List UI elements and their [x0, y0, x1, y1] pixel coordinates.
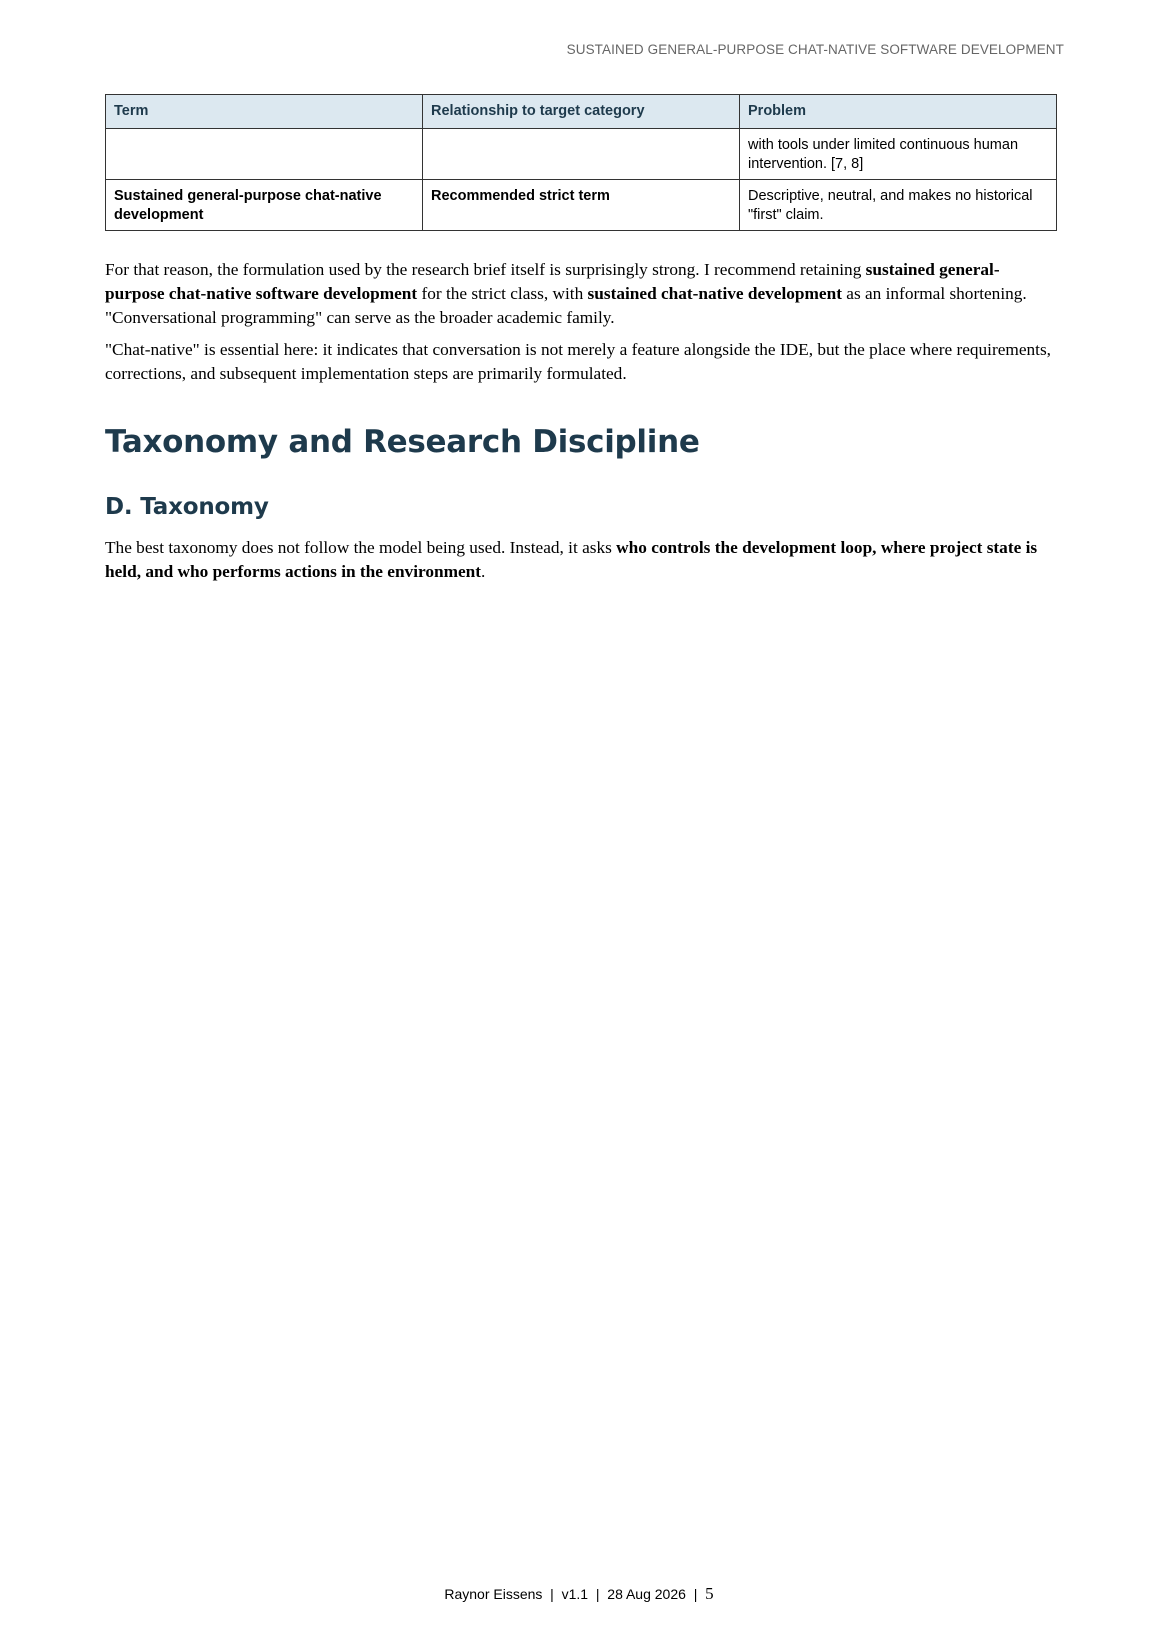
column-header-problem: Problem [740, 95, 1057, 129]
footer-date: 28 Aug 2026 [607, 1586, 686, 1602]
page-footer: Raynor Eissens | v1.1 | 28 Aug 2026 | 5 [444, 1584, 714, 1603]
column-header-relationship: Relationship to target category [423, 95, 740, 129]
page-number: 5 [705, 1584, 714, 1603]
terms-table [105, 94, 1057, 231]
text-run: . [481, 562, 486, 581]
paragraph-chat-native: "Chat-native" is essential here: it indicates that conversation is not merely a feature alongside the IDE, but the place where requirements, corrections, and subsequent implementation steps are primarily formulated. [105, 340, 1052, 383]
table-header-row [106, 95, 1057, 129]
table-cell-term: Sustained general-purpose chat-native development [106, 180, 423, 231]
running-header: SUSTAINED GENERAL-PURPOSE CHAT-NATIVE SOFTWARE DEVELOPMENT [566, 42, 1064, 57]
table-cell-problem: with tools under limited continuous human intervention. [7, 8] [740, 129, 1057, 180]
paragraph-taxonomy [105, 536, 1057, 584]
table-cell-relationship: Recommended strict term [423, 180, 740, 231]
table-row [106, 180, 1057, 231]
bold-term-informal: sustained chat-native development [587, 284, 842, 303]
table-cell-problem: Descriptive, neutral, and makes no historical "first" claim. [740, 180, 1057, 231]
text-run: For that reason, the formulation used by the research brief itself is surprisingly strong. I recommend retaining [105, 260, 866, 279]
bold-term-strict: sustained general-purpose chat-native software development [105, 260, 1000, 303]
table-cell-term [106, 129, 423, 180]
bold-taxonomy-question: who controls the development loop, where project state is held, and who performs actions in the environment [105, 538, 1038, 581]
paragraph-recommendation [105, 258, 1057, 330]
text-run: for the strict class, with [417, 284, 588, 303]
page-content [105, 94, 1057, 592]
text-run: as an informal shortening. "Conversational programming" can serve as the broader academic family. [105, 284, 1027, 327]
section-heading: Taxonomy and Research Discipline [105, 424, 700, 460]
table-row [106, 129, 1057, 180]
column-header-term: Term [106, 95, 423, 129]
table-cell-relationship [423, 129, 740, 180]
text-run: The best taxonomy does not follow the model being used. Instead, it asks [105, 538, 617, 557]
footer-version: v1.1 [561, 1586, 589, 1602]
footer-author: Raynor Eissens [444, 1586, 543, 1602]
subsection-heading: D. Taxonomy [105, 494, 269, 520]
